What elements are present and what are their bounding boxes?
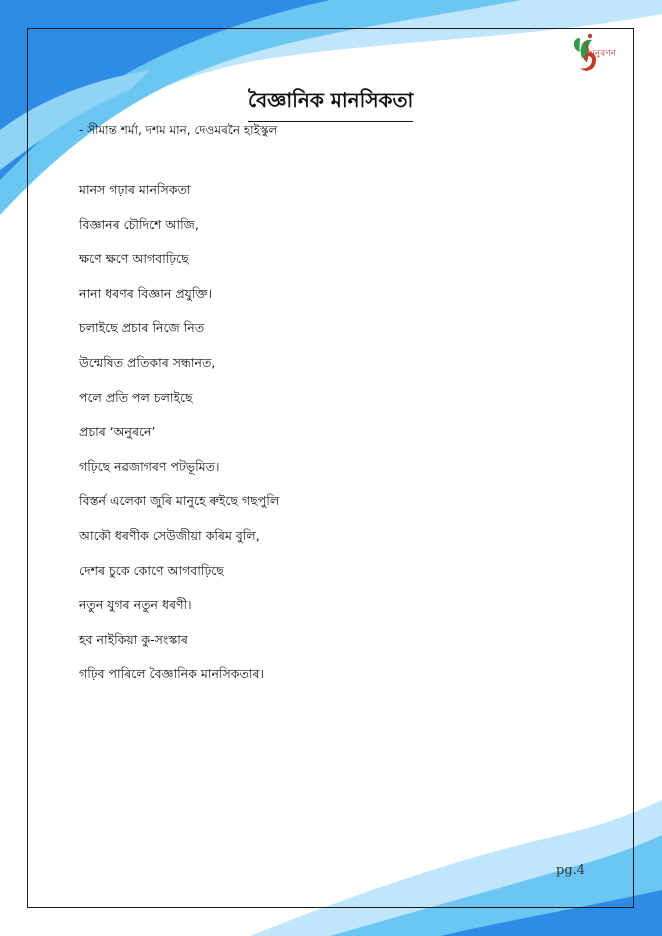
page-title: বৈজ্ঞানিক মানসিকতা [248, 86, 413, 122]
poem-line: নতুন যুগৰ নতুন ধৰণী। [79, 597, 192, 613]
poem-line: হব নাইকিয়া কু-সংস্কাৰ [79, 631, 188, 647]
logo-text: অনুৰণন [587, 49, 617, 59]
poem-body [79, 182, 279, 701]
poem-line: বিস্তৰ্ন এলেকা জুৰি মানুহে ৰুইছে গছপুলি [79, 493, 280, 509]
poem-line: মানস গঢ়াৰ মানসিকতা [79, 182, 191, 197]
poem-line: চলাইছে প্ৰচাৰ নিজে নিত [79, 320, 205, 336]
poem-line: বিজ্ঞানৰ চৌদিশে আজি, [79, 216, 199, 232]
poem-line: প্ৰচাৰ ‘অনুৰনে’ [79, 424, 156, 440]
poem-line: নানা ধৰণৰ বিজ্ঞান প্ৰযুক্তি। [79, 285, 213, 301]
page-number: pg.4 [556, 863, 586, 878]
author-line: - সীমান্ত শৰ্মা, দশম মান, দেওমৰনৈ হাইস্কুল [79, 123, 278, 137]
poem-line: ক্ষণে ক্ষণে আগবাঢ়িছে [79, 251, 189, 267]
poem-line: গঢ়িছে নৱজাগৰণ পটভূমিত। [79, 458, 220, 474]
poem-line: দেশৰ চুকে কোণে আগবাঢ়িছে [79, 562, 224, 578]
poem-line: গঢ়িব পাৰিলে বৈজ্ঞানিক মানসিকতাৰ। [79, 666, 265, 682]
poem-line: আকৌ ধৰণীক সেউজীয়া কৰিম বুলি, [79, 527, 260, 543]
poem-line: পলে প্ৰতি পল চলাইছে [79, 389, 193, 405]
poem-line: উন্মেষিত প্ৰতিকাৰ সন্ধানত, [79, 354, 216, 370]
